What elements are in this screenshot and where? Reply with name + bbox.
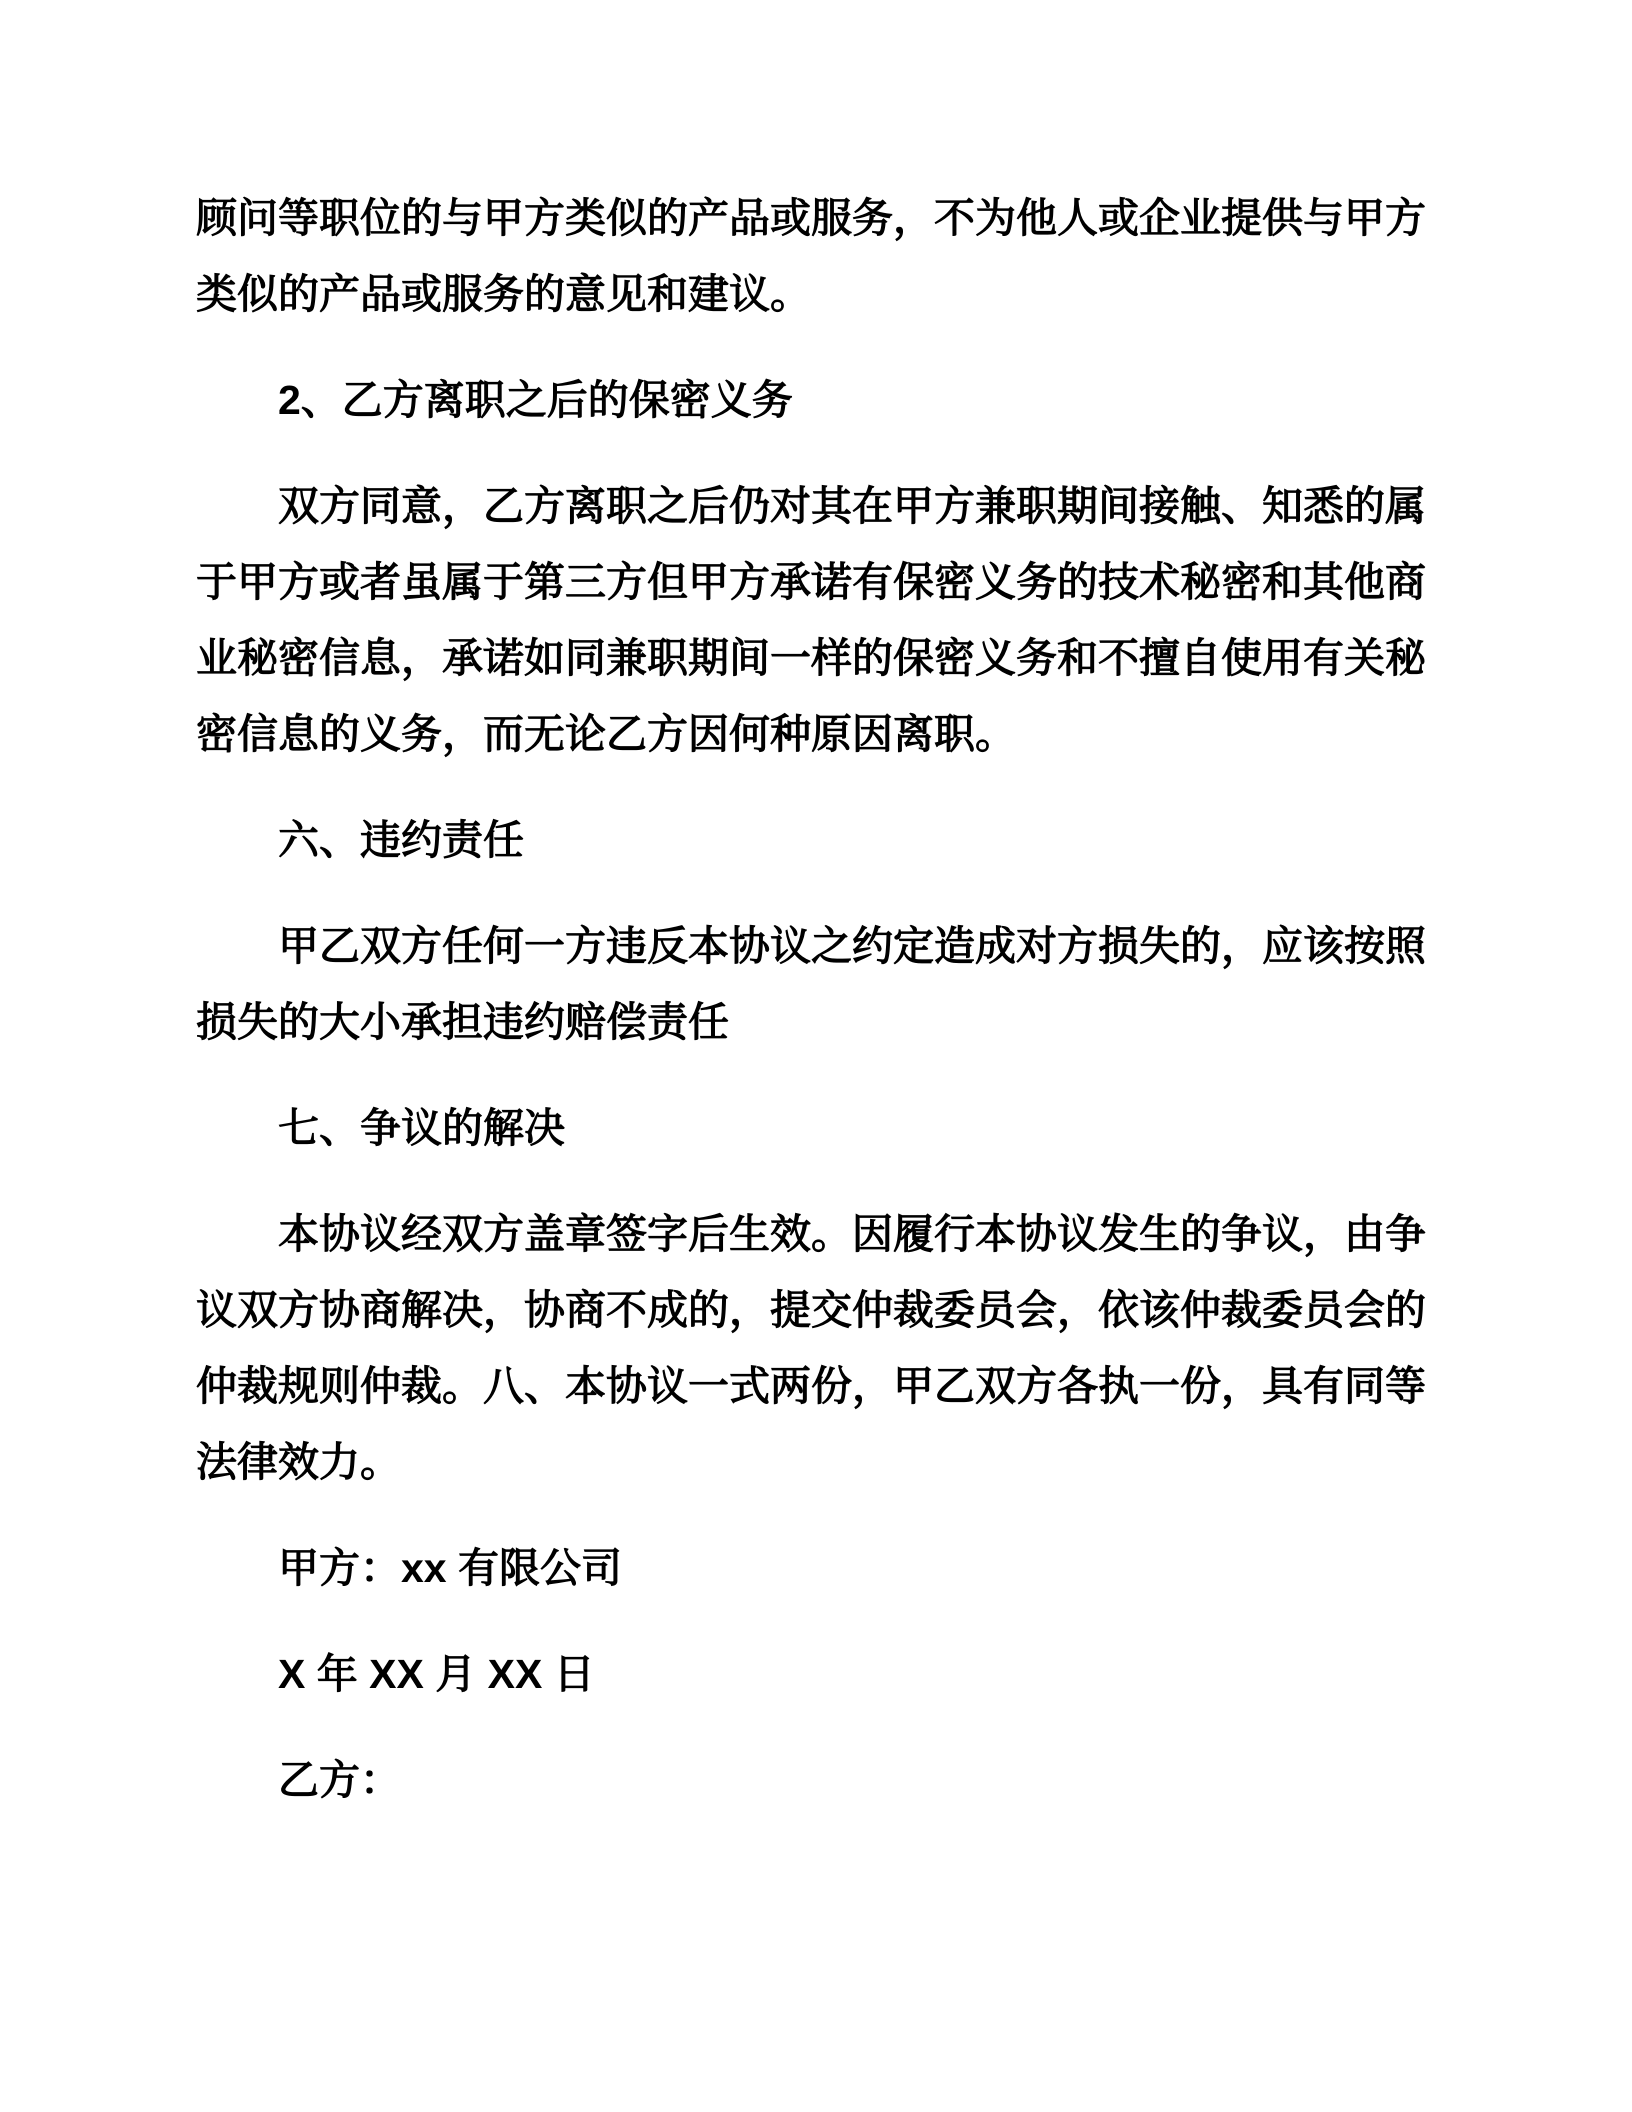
section-heading — [196, 1090, 1432, 1166]
text-line: 甲乙双方任何一方违反本协议之约定造成对方损失的，应该按照 — [278, 923, 1426, 969]
text-line: 乙方： — [278, 1757, 401, 1803]
text-line: 七、争议的解决 — [278, 1105, 565, 1151]
paragraph — [196, 908, 1432, 1060]
text-line: 议双方协商解决，协商不成的，提交仲裁委员会，依该仲裁委员会的 — [196, 1287, 1426, 1333]
party-a-signature-line — [196, 1530, 1432, 1606]
text-line: 仲裁规则仲裁。八、本协议一式两份，甲乙双方各执一份，具有同等 — [196, 1363, 1426, 1409]
section-heading — [196, 802, 1432, 878]
paragraph — [196, 180, 1432, 332]
paragraph — [196, 1196, 1432, 1500]
date-line — [196, 1636, 1432, 1712]
text-line: 2、乙方离职之后的保密义务 — [278, 377, 793, 423]
text-line: 损失的大小承担违约赔偿责任 — [196, 999, 729, 1045]
text-line: X 年 XX 月 XX 日 — [278, 1651, 595, 1697]
text-line: 本协议经双方盖章签字后生效。因履行本协议发生的争议，由争 — [278, 1211, 1426, 1257]
text-line: 六、违约责任 — [278, 817, 524, 863]
text-line: 于甲方或者虽属于第三方但甲方承诺有保密义务的技术秘密和其他商 — [196, 559, 1426, 605]
text-line: 甲方：xx 有限公司 — [278, 1545, 622, 1591]
party-b-signature-line — [196, 1742, 1432, 1818]
section-heading — [196, 362, 1432, 438]
paragraph — [196, 468, 1432, 772]
text-line: 顾问等职位的与甲方类似的产品或服务，不为他人或企业提供与甲方 — [196, 195, 1426, 241]
text-line: 法律效力。 — [196, 1439, 401, 1485]
text-line: 密信息的义务，而无论乙方因何种原因离职。 — [196, 711, 1016, 757]
text-line: 双方同意，乙方离职之后仍对其在甲方兼职期间接触、知悉的属 — [278, 483, 1426, 529]
text-line: 业秘密信息，承诺如同兼职期间一样的保密义务和不擅自使用有关秘 — [196, 635, 1426, 681]
text-line: 类似的产品或服务的意见和建议。 — [196, 271, 811, 317]
